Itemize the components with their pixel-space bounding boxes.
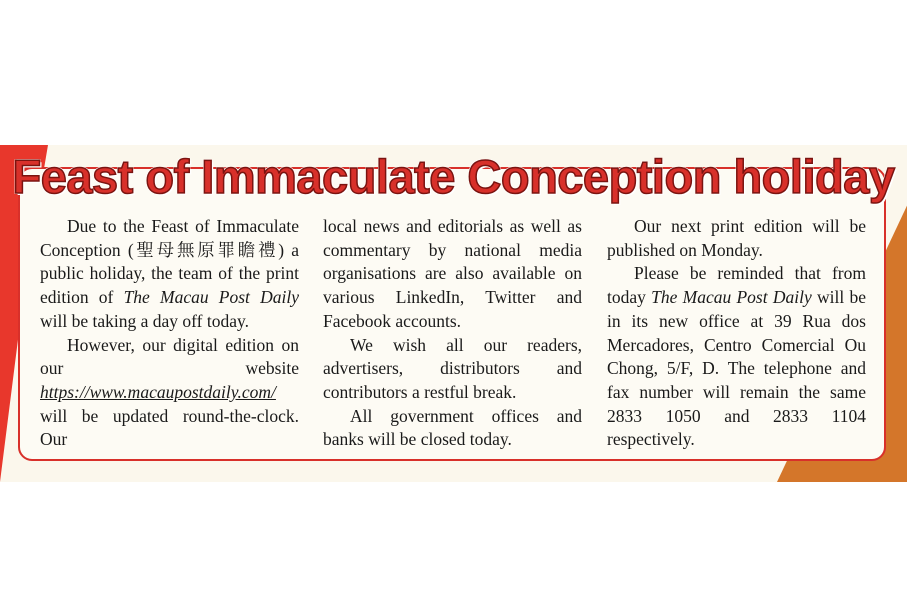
col3-paragraph-2: Please be reminded that from today The Macau Post Daily will be in its new office at 39 Rua dos Mercadores, Centro Comercial Ou Chong, 5/F, D. The telephone and fax number will remain the same 2833 1050 and 2833 1104 respectively.: [607, 263, 866, 450]
col2-paragraph-1: local news and editorials as well as commentary by national media organisations are also available on various LinkedIn, Twitter and Facebook accounts.: [323, 216, 582, 331]
headline: Feast of Immaculate Conception holiday: [12, 150, 895, 203]
col2-paragraph-2: We wish all our readers, advertisers, distributors and contributors a restful break.: [323, 334, 582, 402]
column-3: [607, 215, 866, 452]
col2-paragraph-3: All government offices and banks will be closed today.: [323, 405, 582, 450]
holiday-notice: [0, 145, 907, 482]
website-link[interactable]: https://www.macaupostdaily.com/: [40, 381, 276, 402]
column-2: [323, 215, 582, 452]
col3-paragraph-1: Our next print edition will be published on Monday.: [607, 216, 866, 260]
publication-name: The Macau Post Daily: [651, 287, 812, 308]
column-1: [40, 215, 299, 452]
col1-paragraph-2: However, our digital edition on our website https://www.macaupostdaily.com/ will be updated round-the-clock. Our: [40, 334, 299, 450]
col1-paragraph-1: Due to the Feast of Immaculate Conception (聖母無原罪瞻禮) a public holiday, the team of the print edition of The Macau Post Daily will be taking a day off today.: [40, 216, 299, 331]
chinese-name: 聖母無原罪瞻禮: [133, 239, 279, 260]
publication-name: The Macau Post Daily: [123, 287, 299, 308]
